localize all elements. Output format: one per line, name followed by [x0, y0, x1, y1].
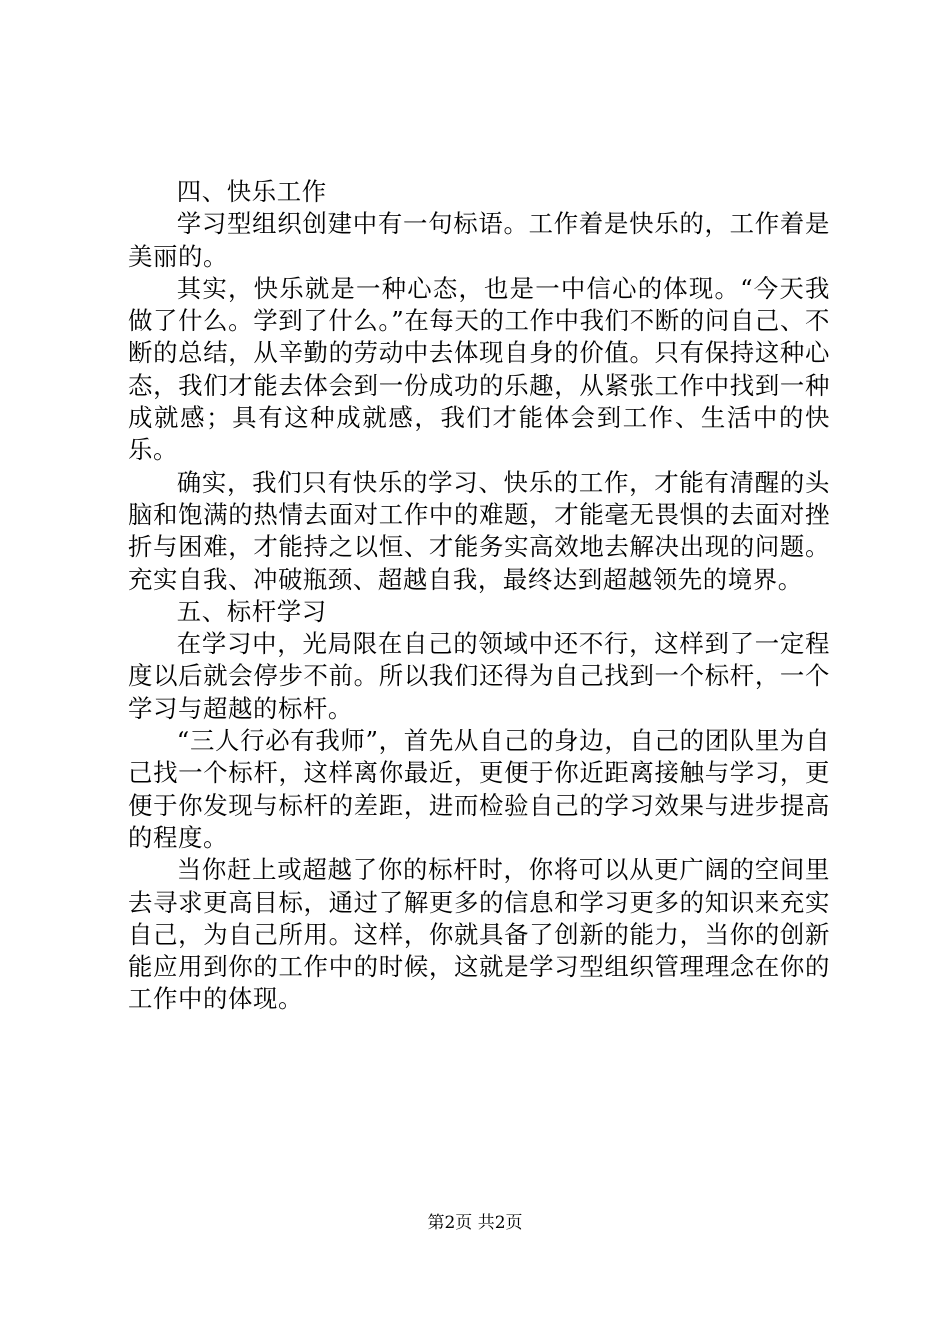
paragraph: 其实，快乐就是一种心态，也是一中信心的体现。“今天我做了什么。学到了什么。”在每天的工作中我们不断的问自己、不断的总结，从辛勤的劳动中去体现自身的价值。只有保持这种心态，我们才能去体会到一份成功的乐趣，从紧张工作中找到一种成就感；具有这种成就感，我们才能体会到工作、生活中的快乐。 [128, 273, 830, 465]
document-body [128, 176, 830, 1016]
section-heading-benchmark-learning: 五、标杆学习 [176, 596, 327, 626]
paragraph: 确实，我们只有快乐的学习、快乐的工作，才能有清醒的头脑和饱满的热情去面对工作中的难题，才能毫无畏惧的去面对挫折与困难，才能持之以恒、才能务实高效地去解决出现的问题。充实自我、冲破瓶颈、超越自我，最终达到超越领先的境界。 [128, 467, 830, 594]
page-number-footer: 第2页 共2页 [427, 1213, 523, 1233]
paragraph: 在学习中，光局限在自己的领域中还不行，这样到了一定程度以后就会停步不前。所以我们还得为自己找到一个标杆，一个学习与超越的标杆。 [128, 629, 830, 723]
section-heading-happy-work: 四、快乐工作 [176, 177, 327, 206]
paragraph: 学习型组织创建中有一句标语。工作着是快乐的，工作着是美丽的。 [128, 209, 830, 271]
paragraph: 当你赶上或超越了你的标杆时，你将可以从更广阔的空间里去寻求更高目标，通过了解更多的信息和学习更多的知识来充实自己，为自己所用。这样，你就具备了创新的能力，当你的创新能应用到你的工作中的时候，这就是学习型组织管理理念在你的工作中的体现。 [128, 855, 830, 1014]
paragraph: “三人行必有我师”，首先从自己的身边，自己的团队里为自己找一个标杆，这样离你最近，更便于你近距离接触与学习，更便于你发现与标杆的差距，进而检验自己的学习效果与进步提高的程度。 [128, 726, 830, 852]
